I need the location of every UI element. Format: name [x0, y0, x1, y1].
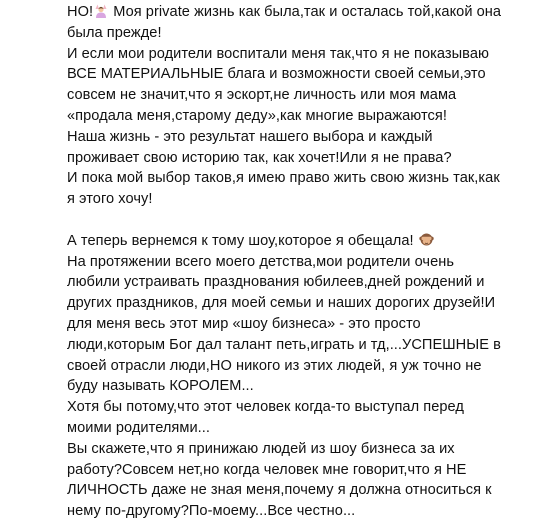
- caption-line: Хотя бы потому,что этот человек когда-то выступал перед: [67, 399, 464, 416]
- caption-line: проживает свою историю так, как хочет!Или я не права?: [67, 149, 452, 166]
- paragraph-spacer: [67, 210, 542, 231]
- caption-line: совсем не значит,что я эскорт,не личность или моя мама: [67, 87, 457, 104]
- caption-line: люди,которым Бог дал талант петь,играть и тд,...УСПЕШНЫЕ в: [67, 336, 501, 353]
- caption-line: И пока мой выбор таков,я имею право жить свою жизнь так,как: [67, 170, 500, 187]
- caption-line: Вы скажете,что я принижаю людей из шоу бизнеса за их: [67, 440, 455, 457]
- post-caption: [67, 2, 542, 522]
- caption-line: И если мои родители воспитали меня так,что я не показываю: [67, 45, 489, 62]
- caption-line: я этого хочу!: [67, 191, 153, 208]
- caption-line: была прежде!: [67, 24, 162, 41]
- caption-line: других праздников, для моей семьи и наших дорогих друзей!И: [67, 295, 496, 312]
- caption-line: ЛИЧНОСТЬ даже не зная меня,почему я должна относиться к: [67, 482, 492, 499]
- caption-line: для меня весь этот мир «шоу бизнеса» - это просто: [67, 315, 421, 332]
- caption-line: работу?Совсем нет,но когда человек мне говорит,что я НЕ: [67, 461, 467, 478]
- caption-line: любили устраивать празднования юбилеев,дней рождений и: [67, 274, 485, 291]
- caption-line: буду называть КОРОЛЕМ...: [67, 378, 254, 395]
- caption-line: «продала меня,старому деду»,как многие выражаются!: [67, 107, 447, 124]
- see-no-evil-monkey-icon: [419, 232, 434, 254]
- caption-line: нему по-другому?По-моему...Все честно...: [67, 503, 356, 520]
- caption-line: своей отрасли люди,НО никого из этих людей, я уж точно не: [67, 357, 482, 374]
- caption-line: ВСЕ МАТЕРИАЛЬНЫЕ блага и возможности своей семьи,это: [67, 66, 486, 83]
- caption-line: Наша жизнь - это результат нашего выбора и каждый: [67, 128, 433, 145]
- caption-line: моими родителями...: [67, 419, 210, 436]
- person-raising-hands-icon: [94, 3, 108, 25]
- caption-line: На протяжении всего моего детства,мои родители очень: [67, 253, 455, 270]
- caption-line: НО! Моя private жизнь как была,так и осталась той,какой она: [67, 2, 542, 23]
- caption-line: А теперь вернемся к тому шоу,которое я обещала!: [67, 231, 542, 252]
